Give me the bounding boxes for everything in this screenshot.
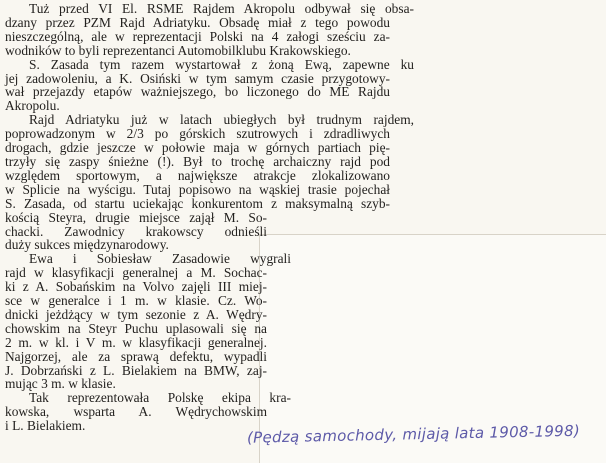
article-line: kowska, wsparta A. Wędrychowskim	[5, 404, 267, 420]
article-line: Rajd Adriatyku już w latach ubiegłych był trudnym rajdem,	[29, 112, 414, 128]
article-paragraph	[5, 58, 595, 114]
article-line: J. Dobrzański z L. Bielakiem na BMW, zaj-	[5, 362, 267, 378]
article-line: rajd w klasyfikacji generalnej a M. Sochac-	[5, 265, 267, 281]
article-line: Tuż przed VI El. RSME Rajdem Akropolu odbywał się obsa-	[29, 1, 414, 16]
article-line: chacki. Zawodnicy krakowscy odnieśli	[5, 223, 267, 239]
article-line: drogach, gdzie jeszcze w połowie maja w górnych partiach pię-	[5, 140, 390, 156]
article-line: jej zadowoleniu, a K. Osiński w tym samym czasie przygotowy-	[5, 70, 390, 86]
article-line: nieszczególną, ale w reprezentacji Polski na 4 załogi sześciu za-	[5, 28, 390, 44]
article-line: dnicki jeżdżący w tym sezonie z A. Wędry-	[5, 306, 267, 322]
article-line: trzyły się zaspy śnieżne (!). Był to trochę archaiczny rajd pod	[5, 153, 390, 169]
article-paragraph	[5, 2, 595, 58]
article-line: chowskim na Steyr Puchu uplasowali się na	[5, 320, 267, 336]
article-paragraph	[5, 113, 595, 252]
article-line: względem sportowym, a największe atrakcje zlokalizowano	[5, 167, 390, 183]
article-line: poprowadzonym w 2/3 po górskich szutrowych i zdradliwych	[5, 126, 390, 142]
article-line: wał przejazdy etapów ważniejszego, bo liczonego do ME Rajdu	[5, 84, 390, 100]
article-line: duży sukces międzynarodowy.	[5, 237, 169, 253]
article-line: Tak reprezentowała Polskę ekipa kra-	[29, 390, 291, 406]
article-line: wodników to byli reprezentanci Automobilklubu Krakowskiego.	[5, 42, 351, 58]
article-line: ki z A. Sobańskim na Volvo zajęli III miej-	[5, 279, 267, 295]
article-line: S. Zasada tym razem wystartował z żoną Ewą, zapewne ku	[29, 56, 414, 72]
article-line: 2 m. w kl. i V m. w klasyfikacji generalnej.	[5, 334, 267, 350]
article-line: kością Steyra, drugie miejsce zajął M. So-	[5, 209, 267, 225]
handwritten-note: (Pędzą samochody, mijają lata 1908-1998)	[246, 421, 581, 447]
article-line: S. Zasada, od startu uciekając konkurentom z maksymalną szyb-	[5, 195, 390, 211]
article-line: sce w generalce i 1 m. w klasie. Cz. Wo-	[5, 293, 267, 309]
newspaper-article	[5, 2, 595, 433]
article-line: Akropolu.	[5, 98, 60, 114]
article-line: Ewa i Sobiesław Zasadowie wygrali	[29, 251, 291, 267]
article-line: mując 3 m. w klasie.	[5, 376, 116, 392]
article-line: Najgorzej, ale za sprawą defektu, wypadli	[5, 348, 267, 364]
article-line: w Splicie na wyścigu. Tutaj popisowo na wąskiej trasie pojechał	[5, 181, 390, 197]
article-paragraph	[5, 252, 595, 391]
article-line: i L. Bielakiem.	[5, 418, 86, 434]
article-line: dzany przez PZM Rajd Adriatyku. Obsadę miał z tego powodu	[5, 14, 390, 30]
